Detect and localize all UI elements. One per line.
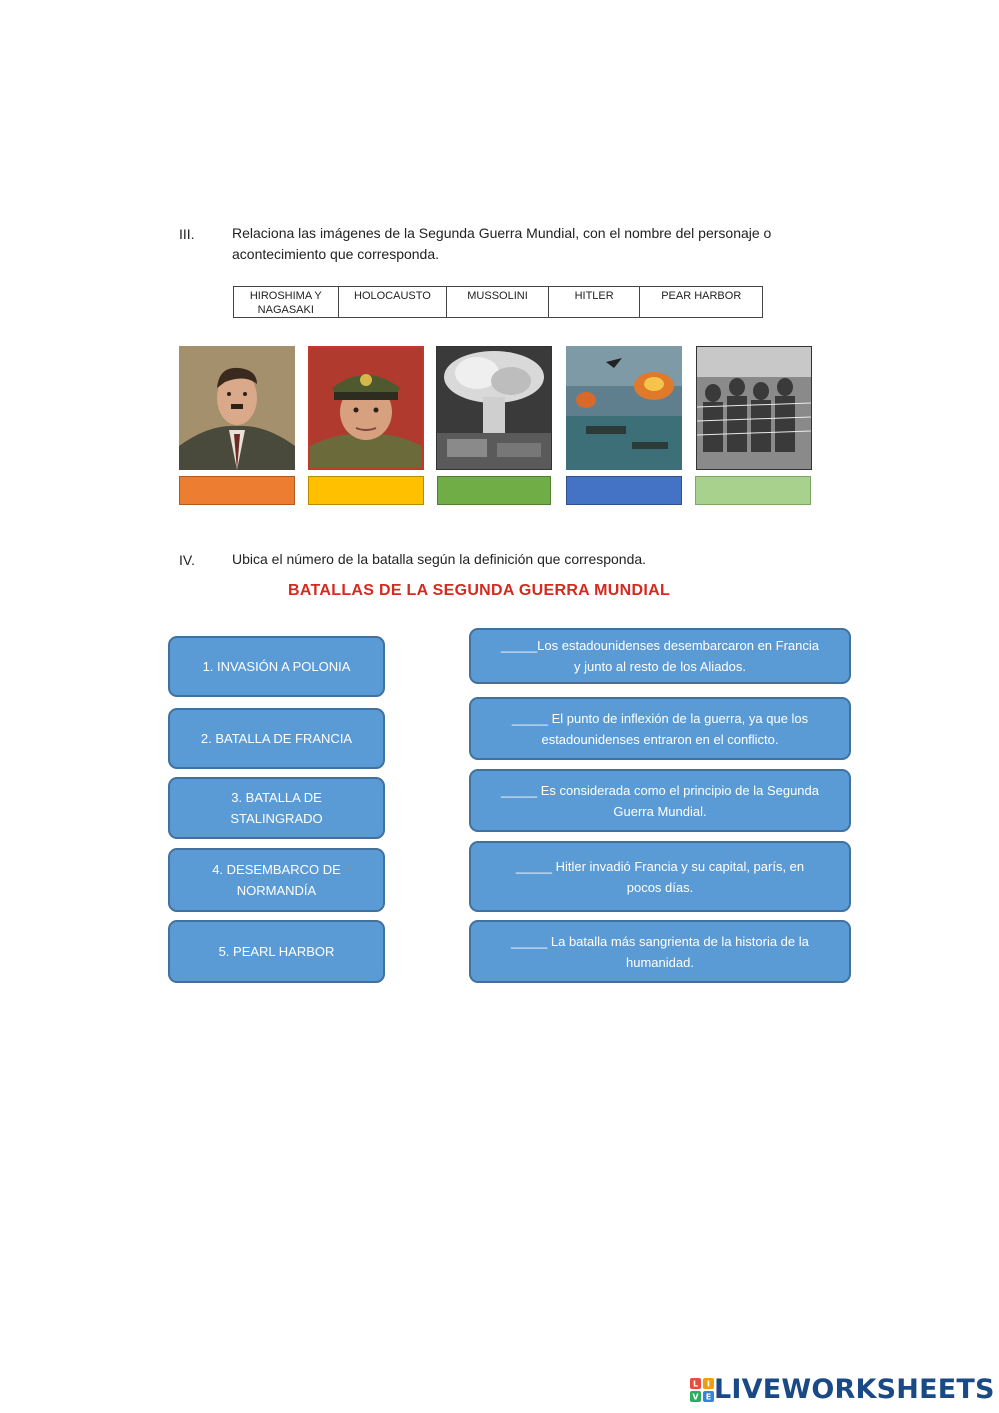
definition-text: _____ Hitler invadió Francia y su capital, parís, en [515,858,805,874]
definition-text: pocos días. [626,879,694,895]
battle-label: NORMANDÍA [236,883,317,898]
definition-text: _____ Es considerada como el principio de la Segunda [501,782,819,798]
definition-text: Guerra Mundial. [613,803,707,819]
definition-item-5[interactable] [469,920,851,983]
definition-text: estadounidenses entraron en el conflicto. [541,731,779,747]
word-bank-cell [640,287,762,317]
word-bank-text: HOLOCAUSTO [354,290,431,302]
word-bank-text: PEAR HARBOR [661,290,742,302]
battle-label: 2. BATALLA DE FRANCIA [200,731,353,746]
word-bank-cell [549,287,641,317]
battles-title: BATALLAS DE LA SEGUNDA GUERRA MUNDIAL [288,582,671,599]
answer-box-4[interactable] [566,476,682,505]
definition-text: _____ El punto de inflexión de la guerra, ya que los [511,710,809,726]
answer-box-2[interactable] [308,476,424,505]
liveworksheets-logo-icon [690,1378,714,1402]
portrait-photo-2 [308,346,424,470]
answer-box-3[interactable] [437,476,551,505]
battle-label: 1. INVASIÓN A POLONIA [202,659,351,674]
definition-item-4[interactable] [469,841,851,912]
battle-item-5 [168,920,385,983]
word-bank-cell [234,287,339,317]
battle-label: 5. PEARL HARBOR [218,944,335,959]
battle-item-1 [168,636,385,697]
section-3-number: III. [179,226,195,242]
answer-box-5[interactable] [695,476,811,505]
section-4-instruction: Ubica el número de la batalla según la definición que corresponda. [232,551,647,567]
instruction-line-2: acontecimiento que corresponda. [232,246,440,262]
camp-prisoners-photo [696,346,812,470]
instruction-line-1: Relaciona las imágenes de la Segunda Guerra Mundial, con el nombre del personaje o [232,225,772,241]
svg-text:L: L [692,1379,699,1388]
battle-label: 4. DESEMBARCO DE [212,862,341,877]
definition-text: humanidad. [626,954,694,970]
word-bank-cell [339,287,448,317]
battle-item-2 [168,708,385,769]
word-bank-text: HIROSHIMA Y [249,290,322,302]
word-bank-text: MUSSOLINI [467,290,528,302]
naval-attack-photo [566,346,682,470]
word-bank-text: HITLER [574,290,614,302]
definition-text: y junto al resto de los Aliados. [574,659,746,674]
portrait-photo-1 [179,346,295,470]
svg-text:V: V [692,1392,699,1401]
battle-item-4 [168,848,385,912]
definition-item-1[interactable] [469,628,851,684]
svg-text:E: E [705,1392,712,1401]
section-4-number: IV. [179,552,195,568]
battle-label: 3. BATALLA DE [231,790,322,805]
word-bank-cell [447,287,549,317]
definition-text: _____Los estadounidenses desembarcaron en Francia [501,638,819,653]
svg-text:I: I [707,1379,710,1388]
battle-label: STALINGRADO [230,811,323,826]
section-3-instruction [232,223,832,265]
definition-text: _____ La batalla más sangrienta de la historia de la [511,933,809,949]
watermark-text: LIVEWORKSHEETS [714,1374,995,1405]
liveworksheets-watermark [690,1374,995,1405]
word-bank-table [233,286,763,318]
definition-item-2[interactable] [469,697,851,760]
word-bank-text: NAGASAKI [257,304,314,316]
mushroom-cloud-photo [436,346,552,470]
answer-box-1[interactable] [179,476,295,505]
definition-item-3[interactable] [469,769,851,832]
battle-item-3 [168,777,385,839]
